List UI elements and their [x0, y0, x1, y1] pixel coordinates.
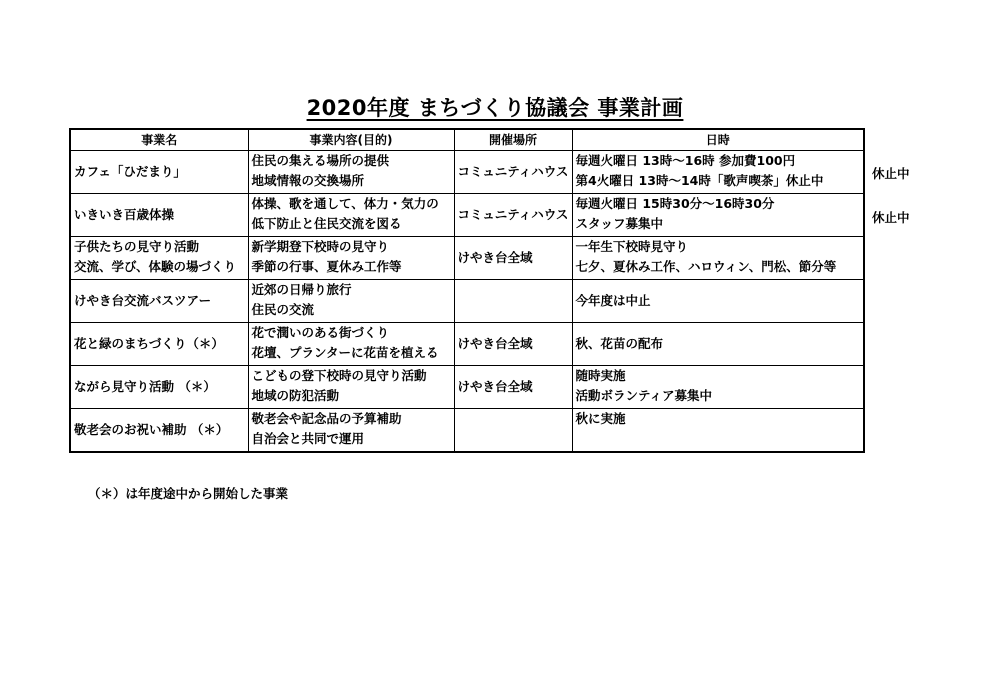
row-name: カフェ「ひだまり」 — [70, 151, 248, 194]
row-name: 花と緑のまちづくり（＊） — [70, 323, 248, 366]
side-note-suspended: 休止中 — [872, 210, 910, 225]
table-row — [70, 280, 864, 323]
header-content: 事業内容(目的) — [248, 129, 454, 151]
row-place: けやき台全域 — [454, 237, 572, 280]
side-note-suspended: 休止中 — [872, 166, 910, 181]
row-datetime: 毎週火曜日 13時～16時 参加費100円 第4火曜日 13時～14時「歌声喫茶」休止中 — [572, 151, 864, 194]
row-content: 敬老会や記念品の予算補助 自治会と共同で運用 — [248, 409, 454, 453]
header-datetime: 日時 — [572, 129, 864, 151]
plan-table — [69, 128, 865, 453]
table-row — [70, 366, 864, 409]
row-content: 住民の集える場所の提供 地域情報の交換場所 — [248, 151, 454, 194]
row-place: コミュニティハウス — [454, 194, 572, 237]
row-content: こどもの登下校時の見守り活動 地域の防犯活動 — [248, 366, 454, 409]
row-content: 新学期登下校時の見守り 季節の行事、夏休み工作等 — [248, 237, 454, 280]
header-name: 事業名 — [70, 129, 248, 151]
table-row — [70, 194, 864, 237]
row-place: けやき台全域 — [454, 323, 572, 366]
row-datetime: 毎週火曜日 15時30分～16時30分 スタッフ募集中 — [572, 194, 864, 237]
page-title: 2020年度 まちづくり協議会 事業計画 — [306, 96, 684, 120]
table-row — [70, 151, 864, 194]
row-name: 子供たちの見守り活動 交流、学び、体験の場づくり — [70, 237, 248, 280]
row-content: 体操、歌を通して、体力・気力の 低下防止と住民交流を図る — [248, 194, 454, 237]
table-row — [70, 409, 864, 453]
table-row — [70, 237, 864, 280]
row-place: けやき台全域 — [454, 366, 572, 409]
row-place: コミュニティハウス — [454, 151, 572, 194]
row-datetime: 今年度は中止 — [572, 280, 864, 323]
row-datetime: 秋、花苗の配布 — [572, 323, 864, 366]
table-row — [70, 323, 864, 366]
row-content: 近郊の日帰り旅行 住民の交流 — [248, 280, 454, 323]
row-content: 花で潤いのある街づくり 花壇、プランターに花苗を植える — [248, 323, 454, 366]
table-header-row — [70, 129, 864, 151]
row-datetime: 随時実施 活動ボランティア募集中 — [572, 366, 864, 409]
row-datetime: 一年生下校時見守り 七夕、夏休み工作、ハロウィン、門松、節分等 — [572, 237, 864, 280]
row-place — [454, 280, 572, 323]
row-name: ながら見守り活動 （＊） — [70, 366, 248, 409]
row-name: 敬老会のお祝い補助 （＊） — [70, 409, 248, 453]
row-name: いきいき百歳体操 — [70, 194, 248, 237]
row-place — [454, 409, 572, 453]
header-place: 開催場所 — [454, 129, 572, 151]
row-name: けやき台交流バスツアー — [70, 280, 248, 323]
row-datetime: 秋に実施 — [572, 409, 864, 453]
footnote: （＊）は年度途中から開始した事業 — [88, 486, 289, 501]
